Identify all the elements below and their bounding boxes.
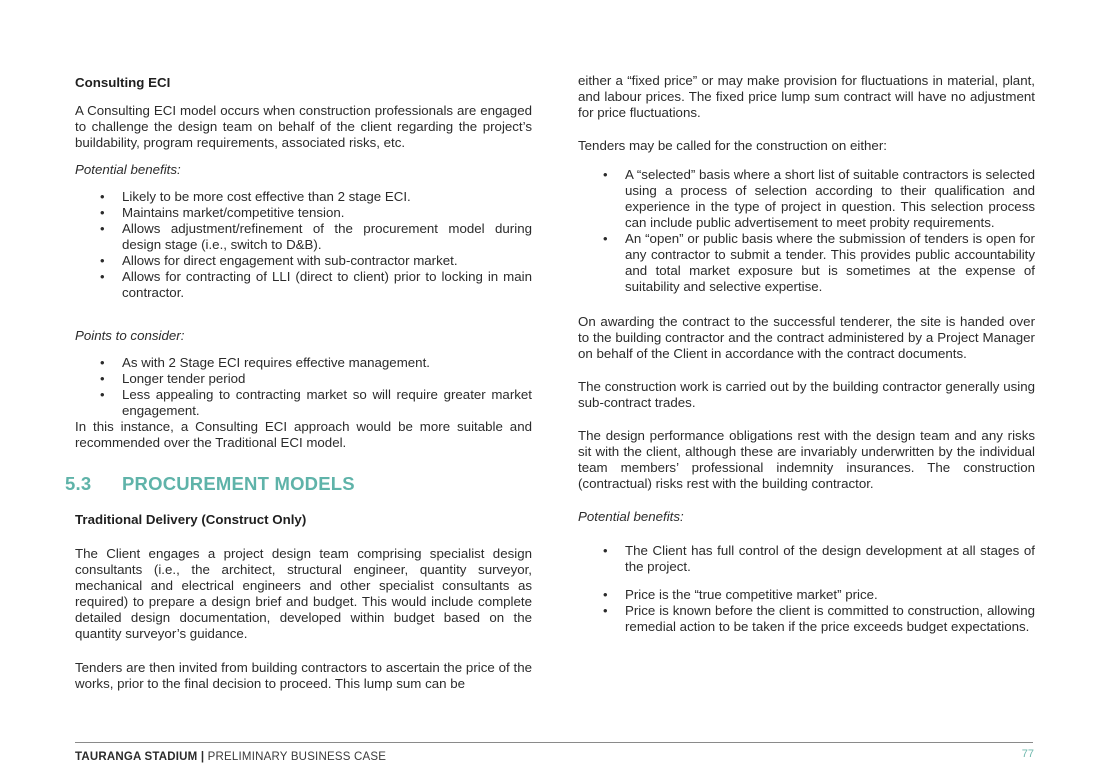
list-item: • The Client has full control of the design development at all stages of the project. (578, 543, 1035, 575)
footer-document-title: PRELIMINARY BUSINESS CASE (207, 751, 387, 763)
tenders-intro: Tenders may be called for the construction on either: (578, 138, 887, 153)
traditional-delivery-heading: Traditional Delivery (Construct Only) (75, 512, 307, 527)
list-item: • Price is known before the client is committed to construction, allowing remedial action to be taken if the price exceeds budget expectations. (578, 603, 1035, 635)
benefits-label: Potential benefits: (75, 162, 181, 177)
list-item: • Maintains market/competitive tension. (75, 205, 532, 221)
continuation-paragraph: either a “fixed price” or may make provision for fluctuations in material, plant, and labour prices. The fixed price lump sum contract will have no adjustment for price fluctuations. (578, 73, 1035, 120)
list-item: • Price is the “true competitive market” price. (578, 587, 1035, 603)
consider-list (75, 355, 532, 419)
consulting-eci-paragraph: A Consulting ECI model occurs when construction professionals are engaged to challenge the design team on behalf of the client regarding the project’s buildability, program requirements, associated risks, etc. (75, 103, 532, 150)
right-benefits-list (578, 543, 1035, 635)
right-column (578, 73, 1035, 635)
footer-separator: | (197, 751, 208, 763)
benefits-list (75, 189, 532, 301)
construction-work-paragraph: The construction work is carried out by the building contractor generally using sub-contract trades. (578, 379, 1035, 410)
list-item: • Likely to be more cost effective than 2 stage ECI. (75, 189, 532, 205)
section-heading (65, 473, 532, 495)
benefits-label: Potential benefits: (578, 509, 684, 524)
traditional-paragraph-2: Tenders are then invited from building contractors to ascertain the price of the works, prior to the final decision to proceed. This lump sum can be (75, 660, 532, 691)
consulting-eci-heading: Consulting ECI (75, 75, 171, 90)
list-item: • An “open” or public basis where the submission of tenders is open for any contractor to submit a tender. This provides public accountability and total market exposure but is sometimes at the expense of suitability and selective expertise. (578, 231, 1035, 295)
traditional-paragraph-1: The Client engages a project design team comprising specialist design consultants (i.e., the architect, structural engineer, quantity surveyor, mechanical and electrical engineers and other specialist consultants as required) to prepare a design brief and budget. This would include complete detailed design documentation, developed within budget based on the quantity surveyor’s guidance. (75, 546, 532, 641)
conclusion-paragraph: In this instance, a Consulting ECI approach would be more suitable and recommended over the Traditional ECI model. (75, 419, 532, 450)
section-number: 5.3 (65, 473, 92, 494)
list-item: • Allows for direct engagement with sub-contractor market. (75, 253, 532, 269)
list-item: • Allows for contracting of LLI (direct to client) prior to locking in main contractor. (75, 269, 532, 301)
list-item: • Less appealing to contracting market so will require greater market engagement. (75, 387, 532, 419)
design-obligations-paragraph: The design performance obligations rest with the design team and any risks sit with the client, although these are invariably underwritten by the individual team members’ professional indemnity insurances. The construction (contractual) risks rest with the building contractor. (578, 428, 1035, 491)
footer (75, 750, 386, 764)
page-number: 77 (1021, 748, 1034, 760)
section-title: PROCUREMENT MODELS (122, 473, 355, 494)
list-item: • Longer tender period (75, 371, 532, 387)
left-column (65, 73, 532, 692)
tender-types-list (578, 167, 1035, 295)
list-item: • Allows adjustment/refinement of the procurement model during design stage (i.e., switch to D&B). (75, 221, 532, 253)
list-item: • A “selected” basis where a short list of suitable contractors is selected using a process of selection according to their qualification and experience in the type of project in question. This selection process can include public advertisement to meet probity requirements. (578, 167, 1035, 231)
footer-divider (75, 742, 1033, 743)
list-item: • As with 2 Stage ECI requires effective management. (75, 355, 532, 371)
consider-label: Points to consider: (75, 328, 185, 343)
footer-project-name: TAURANGA STADIUM (75, 751, 198, 763)
awarding-paragraph: On awarding the contract to the successful tenderer, the site is handed over to the building contractor and the contract administered by a Project Manager on behalf of the Client in accordance with the contract documents. (578, 314, 1035, 361)
